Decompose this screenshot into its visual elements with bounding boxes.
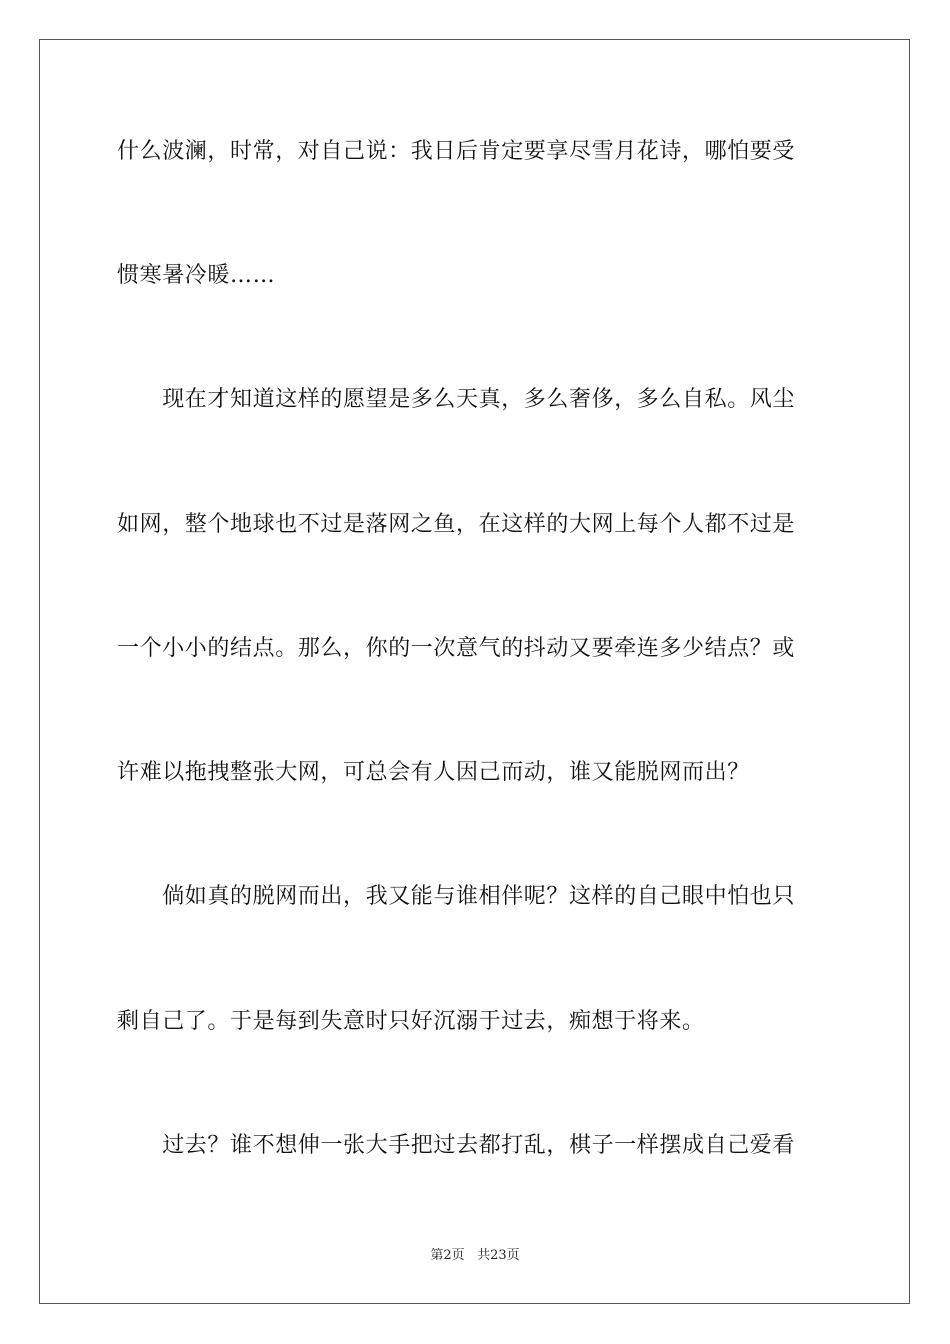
page-footer [0, 1248, 950, 1264]
body-text-line: 如网，整个地球也不过是落网之鱼，在这样的大网上每个人都不过是 [117, 512, 796, 537]
body-text-line: 许难以拖拽整张大网，可总会有人因己而动，谁又能脱网而出？ [117, 760, 750, 785]
body-text-line: 惯寒暑冷暖…… [117, 263, 276, 288]
page-number: 第2页 [430, 1248, 465, 1263]
page-border [39, 39, 910, 1304]
body-text-line: 倘如真的脱网而出，我又能与谁相伴呢？这样的自己眼中怕也只 [117, 884, 796, 909]
body-text-line: 什么波澜，时常，对自己说：我日后肯定要享尽雪月花诗，哪怕要受 [117, 139, 796, 164]
body-text-line: 现在才知道这样的愿望是多么天真，多么奢侈，多么自私。风尘 [117, 387, 796, 412]
body-text-line: 过去？谁不想伸一张大手把过去都打乱，棋子一样摆成自己爱看 [117, 1133, 796, 1158]
body-text-line: 一个小小的结点。那么，你的一次意气的抖动又要牵连多少结点？或 [117, 636, 796, 661]
total-pages: 共23页 [477, 1248, 520, 1263]
body-text-line: 剩自己了。于是每到失意时只好沉溺于过去，痴想于将来。 [117, 1009, 705, 1034]
